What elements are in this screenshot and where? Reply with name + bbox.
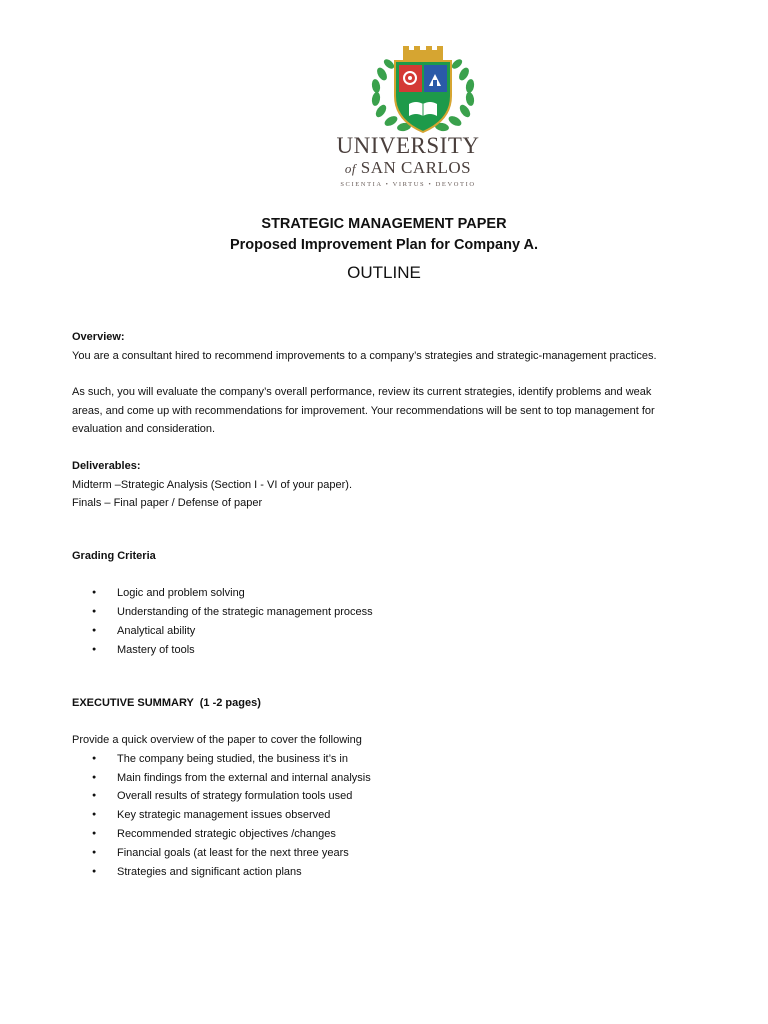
list-item: ● Analytical ability xyxy=(72,622,712,641)
overview-paragraph-2-line-2: areas, and come up with recommendations for improvement. Your recommendations will be sent to top management for xyxy=(72,404,655,417)
grading-heading: Grading Criteria xyxy=(72,549,156,562)
list-item: ● Overall results of strategy formulation tools used xyxy=(72,787,712,806)
executive-summary-list xyxy=(72,750,712,882)
paper-subtitle: Proposed Improvement Plan for Company A. xyxy=(229,237,539,253)
list-item: ● Logic and problem solving xyxy=(72,584,712,603)
list-item: ● Financial goals (at least for the next three years xyxy=(72,844,712,863)
deliverables-midterm: Midterm –Strategic Analysis (Section I - VI of your paper). xyxy=(72,478,353,491)
list-item: ● Understanding of the strategic management process xyxy=(72,603,712,622)
university-name-line2 xyxy=(336,158,480,179)
university-name-line1: UNIVERSITY xyxy=(336,133,480,158)
list-item: ● Mastery of tools xyxy=(72,641,712,660)
executive-summary-heading: EXECUTIVE SUMMARY (1 -2 pages) xyxy=(72,696,261,709)
university-name-san-carlos: SAN CARLOS xyxy=(360,158,472,177)
title-block xyxy=(0,214,768,288)
university-motto: SCIENTIA • VIRTUS • DEVOTIO xyxy=(340,181,476,188)
overview-paragraph-2-line-1: As such, you will evaluate the company’s overall performance, review its current strategies, identify problems and weak xyxy=(72,386,652,399)
overview-paragraph-2-line-3: evaluation and consideration. xyxy=(72,423,216,436)
university-crest-icon xyxy=(362,46,484,136)
overview-heading: Overview: xyxy=(72,331,125,343)
university-name xyxy=(336,134,480,190)
list-item: ● Key strategic management issues observed xyxy=(72,806,712,825)
outline-heading: OUTLINE xyxy=(347,263,421,282)
paper-title: STRATEGIC MANAGEMENT PAPER xyxy=(261,216,507,232)
list-item: ● Recommended strategic objectives /changes xyxy=(72,825,712,844)
grading-list xyxy=(72,584,712,659)
list-item: ● Main findings from the external and internal analysis xyxy=(72,769,712,788)
executive-summary-intro: Provide a quick overview of the paper to cover the following xyxy=(72,734,362,747)
list-item: ● The company being studied, the business it’s in xyxy=(72,750,712,769)
deliverables-finals: Finals – Final paper / Defense of paper xyxy=(72,497,263,510)
list-item: ● Strategies and significant action plans xyxy=(72,863,712,882)
overview-paragraph-1: You are a consultant hired to recommend improvements to a company’s strategies and strategic-management practices. xyxy=(72,349,657,362)
deliverables-heading: Deliverables: xyxy=(72,459,141,472)
document-body xyxy=(72,328,712,881)
university-name-of: of xyxy=(344,161,357,176)
